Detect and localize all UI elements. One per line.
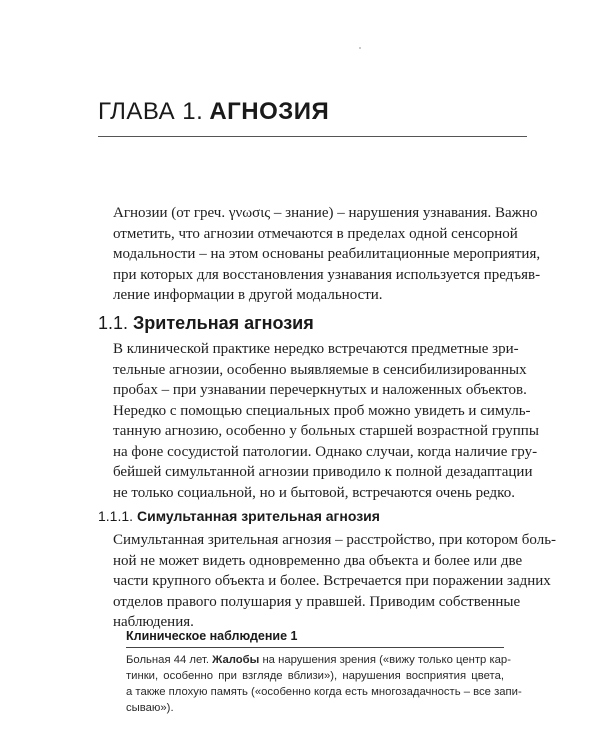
text-line: части крупного объекта и более. Встречается при поражении задних [113, 573, 551, 589]
text-line: сываю»). [126, 702, 174, 714]
text-line: отделов правого полушария у правшей. Приводим собственные [113, 593, 521, 610]
text-line: наблюдения. [113, 614, 194, 630]
text-line: Агнозии (от греч. γνωσις – знание) – нарушения узнавания. Важно [113, 205, 538, 221]
patient-intro: Больная 44 лет. [126, 654, 209, 666]
text-line: ной не может видеть одновременно два объекта и более или две [113, 552, 523, 569]
text-line: при которых для восстановления узнавания используется предъяв- [113, 266, 541, 283]
intro-paragraph [113, 203, 541, 306]
subsection-paragraph [113, 530, 557, 633]
text-line: не только социальной, но и бытовой, встречаются очень редко. [113, 484, 515, 501]
section-title: Зрительная агнозия [133, 313, 314, 333]
chapter-number: ГЛАВА 1. [98, 98, 204, 125]
chapter-divider [98, 136, 527, 137]
text-line: а также плохую память («особенно когда есть многозадачность – все запи- [126, 686, 522, 698]
text-line: Нередко с помощью специальных проб можно увидеть и симуль- [113, 402, 531, 419]
section-heading [98, 313, 314, 334]
chapter-heading [98, 98, 329, 126]
section-number: 1.1. [98, 313, 129, 333]
complaints-label: Жалобы [212, 654, 260, 666]
section-paragraph [113, 339, 539, 503]
page-speck [359, 47, 361, 49]
observation-title: Клиническое наблюдение 1 [126, 629, 298, 643]
text-line: ление информации в другой модальности. [113, 287, 383, 303]
observation-text [126, 652, 522, 716]
text-line: модальности – на этом основаны реабилитационные мероприятия, [113, 246, 541, 262]
text-line: танную агнозию, особенно у больных старшей возрастной группы [113, 423, 539, 439]
subsection-number: 1.1.1. [98, 508, 134, 524]
text-line: тинки, особенно при взгляде вблизи»), нарушения восприятия цвета, [126, 670, 504, 682]
text-line: отметить, что агнозии отмечаются в пределах одной сенсорной [113, 225, 518, 242]
chapter-title: АГНОЗИЯ [209, 98, 330, 125]
text-line: пробах – при узнавании перечеркнутых и наложенных объектов. [113, 382, 527, 398]
text-line: тельные агнозии, особенно выявляемые в сенсибилизированных [113, 361, 527, 378]
subsection-heading [98, 508, 380, 524]
text-line: бейшей симультанной агнозии приводило к полной дезадаптации [113, 464, 533, 480]
observation-divider [126, 647, 504, 648]
text-line [126, 652, 511, 668]
text-line: В клинической практике нередко встречаются предметные зри- [113, 341, 519, 357]
text-line: на фоне сосудистой патологии. Однако случаи, когда наличие гру- [113, 443, 538, 460]
complaints-text: на нарушения зрения («вижу только центр кар- [262, 654, 511, 666]
text-line: Симультанная зрительная агнозия – расстройство, при котором боль- [113, 532, 557, 548]
subsection-title: Симультанная зрительная агнозия [137, 508, 380, 524]
